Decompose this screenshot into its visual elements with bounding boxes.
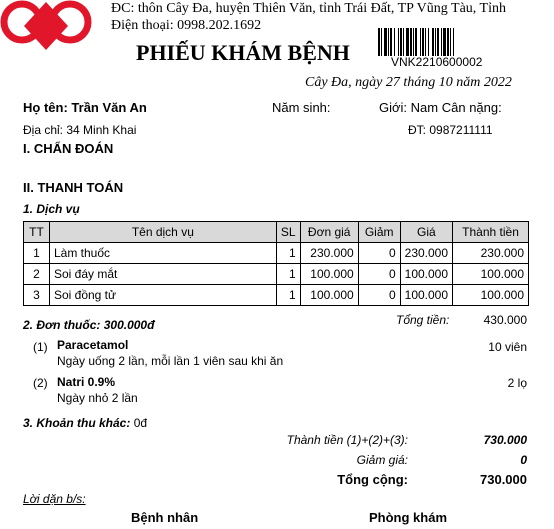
table-header-row	[24, 222, 529, 243]
cell-service: Soi đồng tử	[49, 285, 276, 306]
section-payment: II. THANH TOÁN	[23, 180, 124, 195]
cell-discount: 0	[358, 285, 400, 306]
barcode-bar	[400, 28, 402, 56]
cell-qty: 1	[276, 243, 300, 264]
prescription-item-name: Paracetamol	[57, 338, 129, 352]
gender-label: Giới:	[379, 100, 408, 115]
patient-address-label: Địa chỉ:	[23, 123, 64, 137]
cell-discount: 0	[358, 264, 400, 285]
gender-weight-row	[379, 100, 502, 115]
barcode-bar	[422, 28, 424, 56]
page-title: PHIẾU KHÁM BỆNH	[136, 40, 350, 65]
barcode-bar	[443, 28, 446, 56]
barcode-bar	[378, 28, 380, 56]
patient-name-row	[23, 100, 147, 115]
col-header-qty: SL	[276, 222, 300, 243]
cell-qty: 1	[276, 264, 300, 285]
col-header-service: Tên dịch vụ	[49, 222, 276, 243]
barcode-bar	[453, 28, 454, 56]
cell-index: 1	[24, 243, 50, 264]
barcode-bar	[437, 28, 439, 56]
barcode-bar	[403, 28, 404, 56]
barcode-bar	[384, 28, 387, 56]
barcode-bar	[425, 28, 426, 56]
cell-unit-price: 100.000	[300, 264, 358, 285]
cell-price: 230.000	[400, 243, 452, 264]
patient-name-label: Họ tên:	[23, 100, 68, 115]
doctor-advice-label: Lời dặn b/s:	[23, 492, 86, 506]
birth-year-label: Năm sinh:	[272, 100, 331, 115]
barcode-bar	[413, 28, 414, 56]
subtotal-value: 730.000	[483, 433, 527, 447]
cell-unit-price: 230.000	[300, 243, 358, 264]
patient-address: 34 Minh Khai	[66, 123, 137, 137]
record-code: VNK2210600002	[391, 55, 483, 69]
other-fees-value: 0đ	[133, 416, 148, 430]
barcode-bar	[447, 28, 449, 56]
col-header-amount: Thành tiền	[453, 222, 529, 243]
prescription-item-index: (2)	[33, 376, 48, 390]
barcode-bar	[432, 28, 434, 56]
clinic-signature-label: Phòng khám	[369, 510, 448, 525]
patient-name: Trần Văn An	[71, 100, 147, 115]
patient-signature-label: Bệnh nhân	[131, 510, 199, 525]
barcode-bar	[420, 28, 421, 56]
table-row	[24, 264, 529, 285]
barcode	[378, 28, 522, 56]
barcode-bar	[390, 28, 392, 56]
barcode-bar	[398, 28, 399, 56]
prescription-item-qty: 10 viên	[488, 340, 527, 354]
barcode-bar	[410, 28, 412, 56]
barcode-bar	[450, 28, 451, 56]
barcode-bar	[435, 28, 436, 56]
cell-service: Soi đáy mắt	[49, 264, 276, 285]
discount-value: 0	[520, 453, 527, 467]
other-fees-label: 3. Khoản thu khác:	[23, 416, 131, 430]
discount-label: Giảm giá:	[356, 453, 408, 467]
clinic-logo	[0, 0, 92, 52]
patient-phone-label: ĐT:	[408, 123, 426, 137]
table-total-label: Tổng tiền:	[396, 313, 450, 327]
subtotal-label: Thành tiền (1)+(2)+(3):	[286, 433, 408, 447]
table-total: 430.000	[483, 313, 527, 327]
barcode-bar	[441, 28, 442, 56]
cell-qty: 1	[276, 285, 300, 306]
barcode-bar	[394, 28, 395, 56]
cell-price: 100.000	[400, 285, 452, 306]
cell-index: 3	[24, 285, 50, 306]
grand-total-value: 730.000	[480, 472, 527, 487]
patient-address-row	[23, 123, 136, 137]
barcode-bar	[381, 28, 382, 56]
cell-index: 2	[24, 264, 50, 285]
patient-phone: 0987211111	[429, 123, 493, 137]
prescription-item-usage: Ngày uống 2 lần, mỗi lần 1 viên sau khi ăn	[57, 354, 284, 368]
col-header-unit-price: Đơn giá	[300, 222, 358, 243]
grand-total-label: Tổng cộng:	[337, 472, 408, 487]
section-diagnosis: I. CHẨN ĐOÁN	[23, 141, 114, 156]
barcode-bar	[406, 28, 409, 56]
cell-amount: 100.000	[453, 264, 529, 285]
cell-service: Làm thuốc	[49, 243, 276, 264]
prescription-item-usage: Ngày nhỏ 2 lần	[57, 391, 138, 405]
cell-discount: 0	[358, 243, 400, 264]
barcode-bar	[428, 28, 429, 56]
patient-phone-row	[408, 123, 493, 137]
cell-price: 100.000	[400, 264, 452, 285]
prescription-item-name: Natri 0.9%	[57, 375, 116, 389]
table-row	[24, 285, 529, 306]
cell-amount: 100.000	[453, 285, 529, 306]
prescription-item-index: (1)	[33, 340, 48, 354]
barcode-bar	[388, 28, 389, 56]
services-table	[23, 221, 529, 306]
cell-unit-price: 100.000	[300, 285, 358, 306]
clinic-address: ĐC: thôn Cây Đa, huyện Thiên Văn, tỉnh Trái Đất, TP Vũng Tàu, Tỉnh	[111, 1, 506, 16]
cell-amount: 230.000	[453, 243, 529, 264]
section-services: 1. Dịch vụ	[23, 202, 80, 216]
col-header-price: Giá	[400, 222, 452, 243]
barcode-bar	[415, 28, 417, 56]
weight-label: Cân nặng:	[441, 100, 502, 115]
other-fees-row	[23, 416, 147, 430]
prescription-label: 2. Đơn thuốc: 300.000đ	[23, 318, 155, 332]
clinic-phone: Điện thoại: 0998.202.1692	[111, 18, 262, 33]
col-header-discount: Giảm	[358, 222, 400, 243]
gender-value: Nam	[410, 100, 439, 115]
table-row	[24, 243, 529, 264]
prescription-item-qty: 2 lọ	[507, 376, 527, 390]
col-header-index: TT	[24, 222, 50, 243]
issue-date: Cây Đa, ngày 27 tháng 10 năm 2022	[305, 75, 512, 90]
